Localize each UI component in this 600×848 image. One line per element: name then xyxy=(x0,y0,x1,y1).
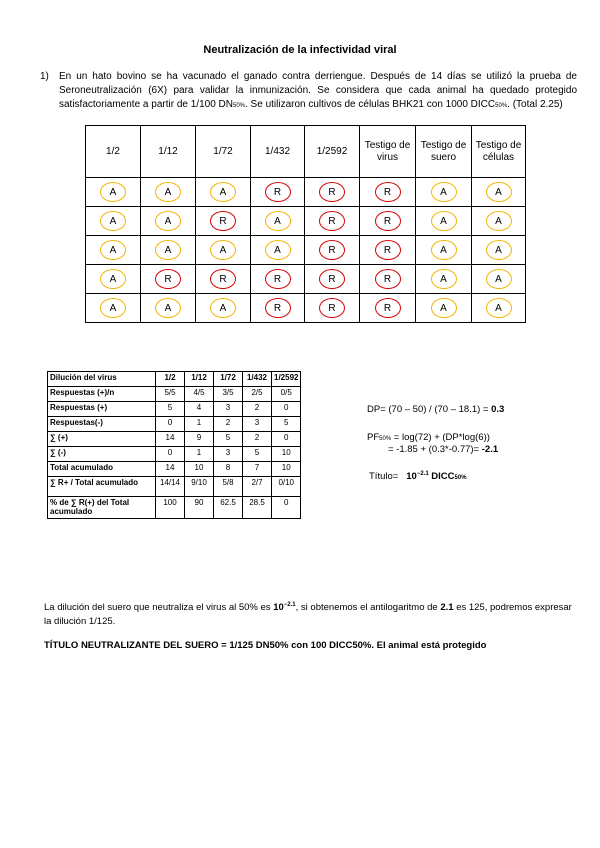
calc-row xyxy=(48,497,301,519)
result-circle-r: R xyxy=(375,269,401,289)
result-circle-r: R xyxy=(319,211,345,231)
grid-cell xyxy=(416,294,472,323)
grid-cell xyxy=(416,178,472,207)
calc-cell: 0/10 xyxy=(272,477,301,497)
grid-header-row xyxy=(86,126,526,178)
calc-cell: 14/14 xyxy=(156,477,185,497)
grid-cell xyxy=(305,294,360,323)
grid-cell xyxy=(86,294,141,323)
result-circle-a: A xyxy=(486,298,512,318)
result-circle-a: A xyxy=(431,211,457,231)
dp-formula: DP= (70 – 50) / (70 – 18.1) = 0.3 xyxy=(367,404,505,415)
titulo-formula: Título= $10^{-2.1}$ DICC50% xyxy=(369,471,467,483)
result-circle-a: A xyxy=(155,240,181,260)
calc-row-label: ∑ R+ / Total acumulado xyxy=(48,477,156,497)
result-circle-a: A xyxy=(100,298,126,318)
calc-cell: 3/5 xyxy=(214,387,243,402)
pf-formula: PF50% = log(72) + (DP*log(6)) xyxy=(367,432,490,443)
calc-row-label: Respuestas (+)/n xyxy=(48,387,156,402)
grid-header: 1/432 xyxy=(251,126,305,178)
result-circle-a: A xyxy=(431,240,457,260)
result-circle-r: R xyxy=(319,182,345,202)
calc-row-label: % de ∑ R(+) del Total acumulado xyxy=(48,497,156,519)
calc-cell: 5/5 xyxy=(156,387,185,402)
result-circle-a: A xyxy=(155,182,181,202)
grid-header: 1/72 xyxy=(196,126,251,178)
grid-cell xyxy=(360,207,416,236)
calc-header: 1/12 xyxy=(185,372,214,387)
calc-cell: 5 xyxy=(243,447,272,462)
calc-row xyxy=(48,432,301,447)
calc-cell: 0 xyxy=(272,432,301,447)
calc-cell: 0 xyxy=(272,402,301,417)
calc-row xyxy=(48,462,301,477)
calc-cell: 10 xyxy=(272,462,301,477)
calc-cell: 9 xyxy=(185,432,214,447)
grid-cell xyxy=(86,207,141,236)
grid-row xyxy=(86,265,526,294)
calc-header: 1/2 xyxy=(156,372,185,387)
result-circle-r: R xyxy=(155,269,181,289)
grid-cell xyxy=(360,294,416,323)
grid-cell xyxy=(251,178,305,207)
grid-cell xyxy=(472,294,526,323)
calc-cell: 10 xyxy=(272,447,301,462)
calc-cell: 62.5 xyxy=(214,497,243,519)
grid-cell xyxy=(141,207,196,236)
calc-row-label: Respuestas(-) xyxy=(48,417,156,432)
result-circle-a: A xyxy=(100,211,126,231)
calc-cell: 3 xyxy=(214,402,243,417)
result-circle-r: R xyxy=(375,240,401,260)
grid-cell xyxy=(472,265,526,294)
calc-row-label: Respuestas (+) xyxy=(48,402,156,417)
calc-cell: 14 xyxy=(156,432,185,447)
calc-cell: 3 xyxy=(243,417,272,432)
grid-row xyxy=(86,207,526,236)
grid-header: 1/2 xyxy=(86,126,141,178)
result-circle-a: A xyxy=(155,298,181,318)
grid-cell xyxy=(472,178,526,207)
calc-row xyxy=(48,447,301,462)
grid-cell xyxy=(141,236,196,265)
result-circle-r: R xyxy=(210,211,236,231)
neutralization-grid xyxy=(85,125,526,323)
grid-cell xyxy=(416,207,472,236)
result-circle-a: A xyxy=(210,240,236,260)
grid-header: 1/2592 xyxy=(305,126,360,178)
grid-cell xyxy=(196,265,251,294)
calc-cell: 0 xyxy=(272,497,301,519)
grid-header: Testigo de suero xyxy=(416,126,472,178)
grid-cell xyxy=(305,236,360,265)
grid-cell xyxy=(251,294,305,323)
calc-header: Dilución del virus xyxy=(48,372,156,387)
calc-row xyxy=(48,417,301,432)
result-circle-r: R xyxy=(375,211,401,231)
calc-cell: 3 xyxy=(214,447,243,462)
result-circle-a: A xyxy=(100,240,126,260)
calc-cell: 2 xyxy=(243,402,272,417)
calc-row-label: ∑ (+) xyxy=(48,432,156,447)
calc-cell: 5 xyxy=(272,417,301,432)
grid-row xyxy=(86,236,526,265)
grid-cell xyxy=(416,236,472,265)
calc-cell: 5 xyxy=(156,402,185,417)
grid-cell xyxy=(305,207,360,236)
calc-cell: 4/5 xyxy=(185,387,214,402)
grid-cell xyxy=(86,265,141,294)
grid-header: Testigo de células xyxy=(472,126,526,178)
calc-cell: 4 xyxy=(185,402,214,417)
calc-cell: 2/5 xyxy=(243,387,272,402)
result-circle-r: R xyxy=(375,182,401,202)
calc-cell: 1 xyxy=(185,447,214,462)
grid-cell xyxy=(196,207,251,236)
calc-header-row xyxy=(48,372,301,387)
result-circle-r: R xyxy=(319,298,345,318)
grid-cell xyxy=(305,178,360,207)
calc-row-label: ∑ (-) xyxy=(48,447,156,462)
grid-cell xyxy=(141,294,196,323)
result-circle-a: A xyxy=(486,269,512,289)
final-title-statement: TÍTULO NEUTRALIZANTE DEL SUERO = 1/125 DN50% con 100 DICC50%. El animal está protegido xyxy=(44,640,487,651)
grid-row xyxy=(86,294,526,323)
calc-cell: 5 xyxy=(214,432,243,447)
calc-header: 1/72 xyxy=(214,372,243,387)
calc-cell: 2 xyxy=(214,417,243,432)
result-circle-a: A xyxy=(431,182,457,202)
grid-header: Testigo de virus xyxy=(360,126,416,178)
result-circle-a: A xyxy=(486,182,512,202)
grid-cell xyxy=(251,265,305,294)
calculation-table xyxy=(47,371,301,519)
result-circle-r: R xyxy=(319,269,345,289)
result-circle-r: R xyxy=(210,269,236,289)
calc-row-label: Total acumulado xyxy=(48,462,156,477)
calc-cell: 8 xyxy=(214,462,243,477)
grid-cell xyxy=(251,236,305,265)
calc-cell: 28.5 xyxy=(243,497,272,519)
calc-cell: 0 xyxy=(156,447,185,462)
result-circle-a: A xyxy=(100,269,126,289)
calc-cell: 2/7 xyxy=(243,477,272,497)
calc-cell: 9/10 xyxy=(185,477,214,497)
grid-cell xyxy=(196,178,251,207)
calc-header: 1/2592 xyxy=(272,372,301,387)
grid-cell xyxy=(86,178,141,207)
grid-cell xyxy=(360,265,416,294)
result-circle-a: A xyxy=(431,269,457,289)
conclusion-paragraph: La dilución del suero que neutraliza el virus al 50% es $10^{-2.1}$, si obtenemos el antilogaritmo de 2.1 es 125, podremos expresar la dilución 1/125. xyxy=(44,602,572,628)
grid-cell xyxy=(251,207,305,236)
page-title: Neutralización de la infectividad viral xyxy=(203,44,397,56)
calc-header: 1/432 xyxy=(243,372,272,387)
result-circle-r: R xyxy=(265,298,291,318)
result-circle-r: R xyxy=(319,240,345,260)
calc-cell: 2 xyxy=(243,432,272,447)
question-text: En un hato bovino se ha vacunado el ganado contra derriengue. Después de 14 días se utilizó la prueba de Seroneutralización (6X) para validar la inmunización. Se considera que cada animal ha quedado protegido satisfactoriamente a partir de 1/100 DN50%. Se utilizaron cultivos de células BHK21 con 1000 DICC50%. (Total 2.25) xyxy=(59,71,577,110)
result-circle-a: A xyxy=(265,240,291,260)
calc-cell: 0 xyxy=(156,417,185,432)
grid-header: 1/12 xyxy=(141,126,196,178)
result-circle-r: R xyxy=(375,298,401,318)
calc-cell: 14 xyxy=(156,462,185,477)
result-circle-a: A xyxy=(210,182,236,202)
result-circle-a: A xyxy=(155,211,181,231)
grid-cell xyxy=(472,207,526,236)
calc-cell: 90 xyxy=(185,497,214,519)
calc-cell: 10 xyxy=(185,462,214,477)
grid-cell xyxy=(196,294,251,323)
result-circle-r: R xyxy=(265,269,291,289)
calc-cell: 100 xyxy=(156,497,185,519)
grid-cell xyxy=(86,236,141,265)
result-circle-a: A xyxy=(486,240,512,260)
grid-cell xyxy=(360,178,416,207)
calc-row xyxy=(48,402,301,417)
calc-cell: 5/8 xyxy=(214,477,243,497)
calc-cell: 7 xyxy=(243,462,272,477)
grid-cell xyxy=(305,265,360,294)
result-circle-a: A xyxy=(100,182,126,202)
calc-row xyxy=(48,477,301,497)
grid-cell xyxy=(472,236,526,265)
calc-cell: 1 xyxy=(185,417,214,432)
item-number: 1) xyxy=(40,71,49,82)
result-circle-a: A xyxy=(265,211,291,231)
grid-cell xyxy=(141,265,196,294)
grid-row xyxy=(86,178,526,207)
grid-cell xyxy=(360,236,416,265)
calc-cell: 0/5 xyxy=(272,387,301,402)
result-circle-a: A xyxy=(431,298,457,318)
grid-cell xyxy=(416,265,472,294)
result-circle-a: A xyxy=(210,298,236,318)
result-circle-r: R xyxy=(265,182,291,202)
grid-cell xyxy=(141,178,196,207)
calc-row xyxy=(48,387,301,402)
result-circle-a: A xyxy=(486,211,512,231)
grid-cell xyxy=(196,236,251,265)
pf-formula-line2: = -1.85 + (0.3*-0.77)= -2.1 xyxy=(388,444,499,455)
